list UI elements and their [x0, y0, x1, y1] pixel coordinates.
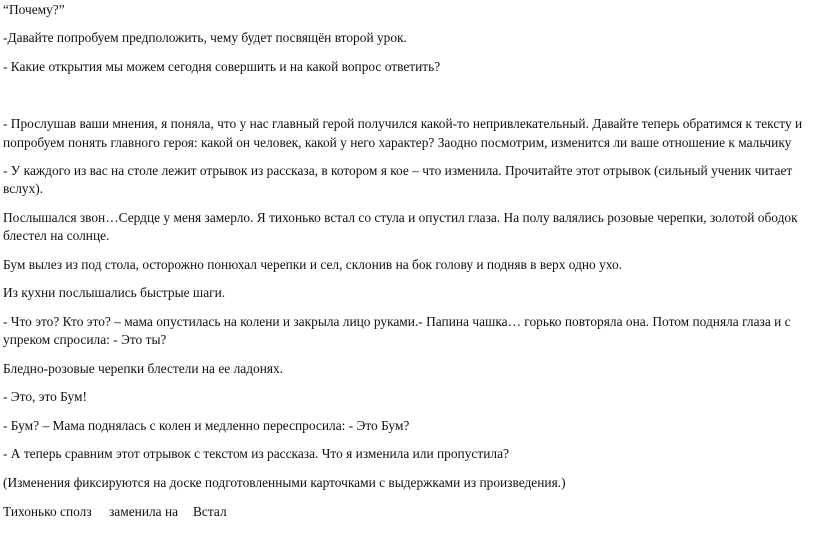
- text-line-10: Бум вылез из под стола, осторожно понюхал черепки и сел, склонив на бок голову и подняв в верх одно ухо.: [3, 257, 623, 272]
- text-line-6: - У каждого из вас на столе лежит отрывок из рассказа, в котором я кое – что изменила. Прочитайте этот отрывок (сильный ученик читает: [3, 163, 793, 178]
- text-line-18: (Изменения фиксируются на доске подготовленными карточками с выдержками из произведения.): [3, 475, 566, 490]
- text-line-11: Из кухни послышались быстрые шаги.: [3, 285, 226, 300]
- last-line-word-3: Встал: [193, 504, 227, 519]
- text-line-13: упреком спросила: - Это ты?: [3, 332, 167, 347]
- text-line-12: - Что это? Кто это? – мама опустилась на колени и закрыла лицо руками.- Папина чашка… горько повторяла она. Потом подняла глаза и с: [3, 314, 791, 329]
- text-line-2: -Давайте попробуем предположить, чему будет посвящён второй урок.: [3, 30, 407, 45]
- last-line-word-2: заменила на: [109, 504, 179, 519]
- text-line-1: “Почему?”: [3, 2, 65, 17]
- text-line-8: Послышался звон…Сердце у меня замерло. Я тихонько встал со стула и опустил глаза. На полу валялись розовые черепки, золотой ободок: [3, 210, 798, 225]
- text-line-14: Бледно-розовые черепки блестели на ее ладонях.: [3, 361, 284, 376]
- text-line-5: попробуем понять главного героя: какой он человек, какой у него характер? Заодно посмотрим, изменится ли ваше отношение к мальчику: [3, 135, 792, 150]
- text-line-9: блестел на солнце.: [3, 228, 110, 243]
- text-line-7: вслух).: [3, 181, 44, 196]
- text-line-15: - Это, это Бум!: [3, 389, 87, 404]
- text-line-17: - А теперь сравним этот отрывок с текстом из рассказа. Что я изменила или пропустила?: [3, 446, 509, 461]
- last-line-word-1: Тихонько сполз: [3, 504, 92, 519]
- text-line-3: - Какие открытия мы можем сегодня совершить и на какой вопрос ответить?: [3, 59, 441, 74]
- text-line-4: - Прослушав ваши мнения, я поняла, что у нас главный герой получился какой-то непривлекательный. Давайте теперь обратимся к тексту и: [3, 116, 803, 131]
- text-line-16: - Бум? – Мама поднялась с колен и медленно переспросила: - Это Бум?: [3, 418, 410, 433]
